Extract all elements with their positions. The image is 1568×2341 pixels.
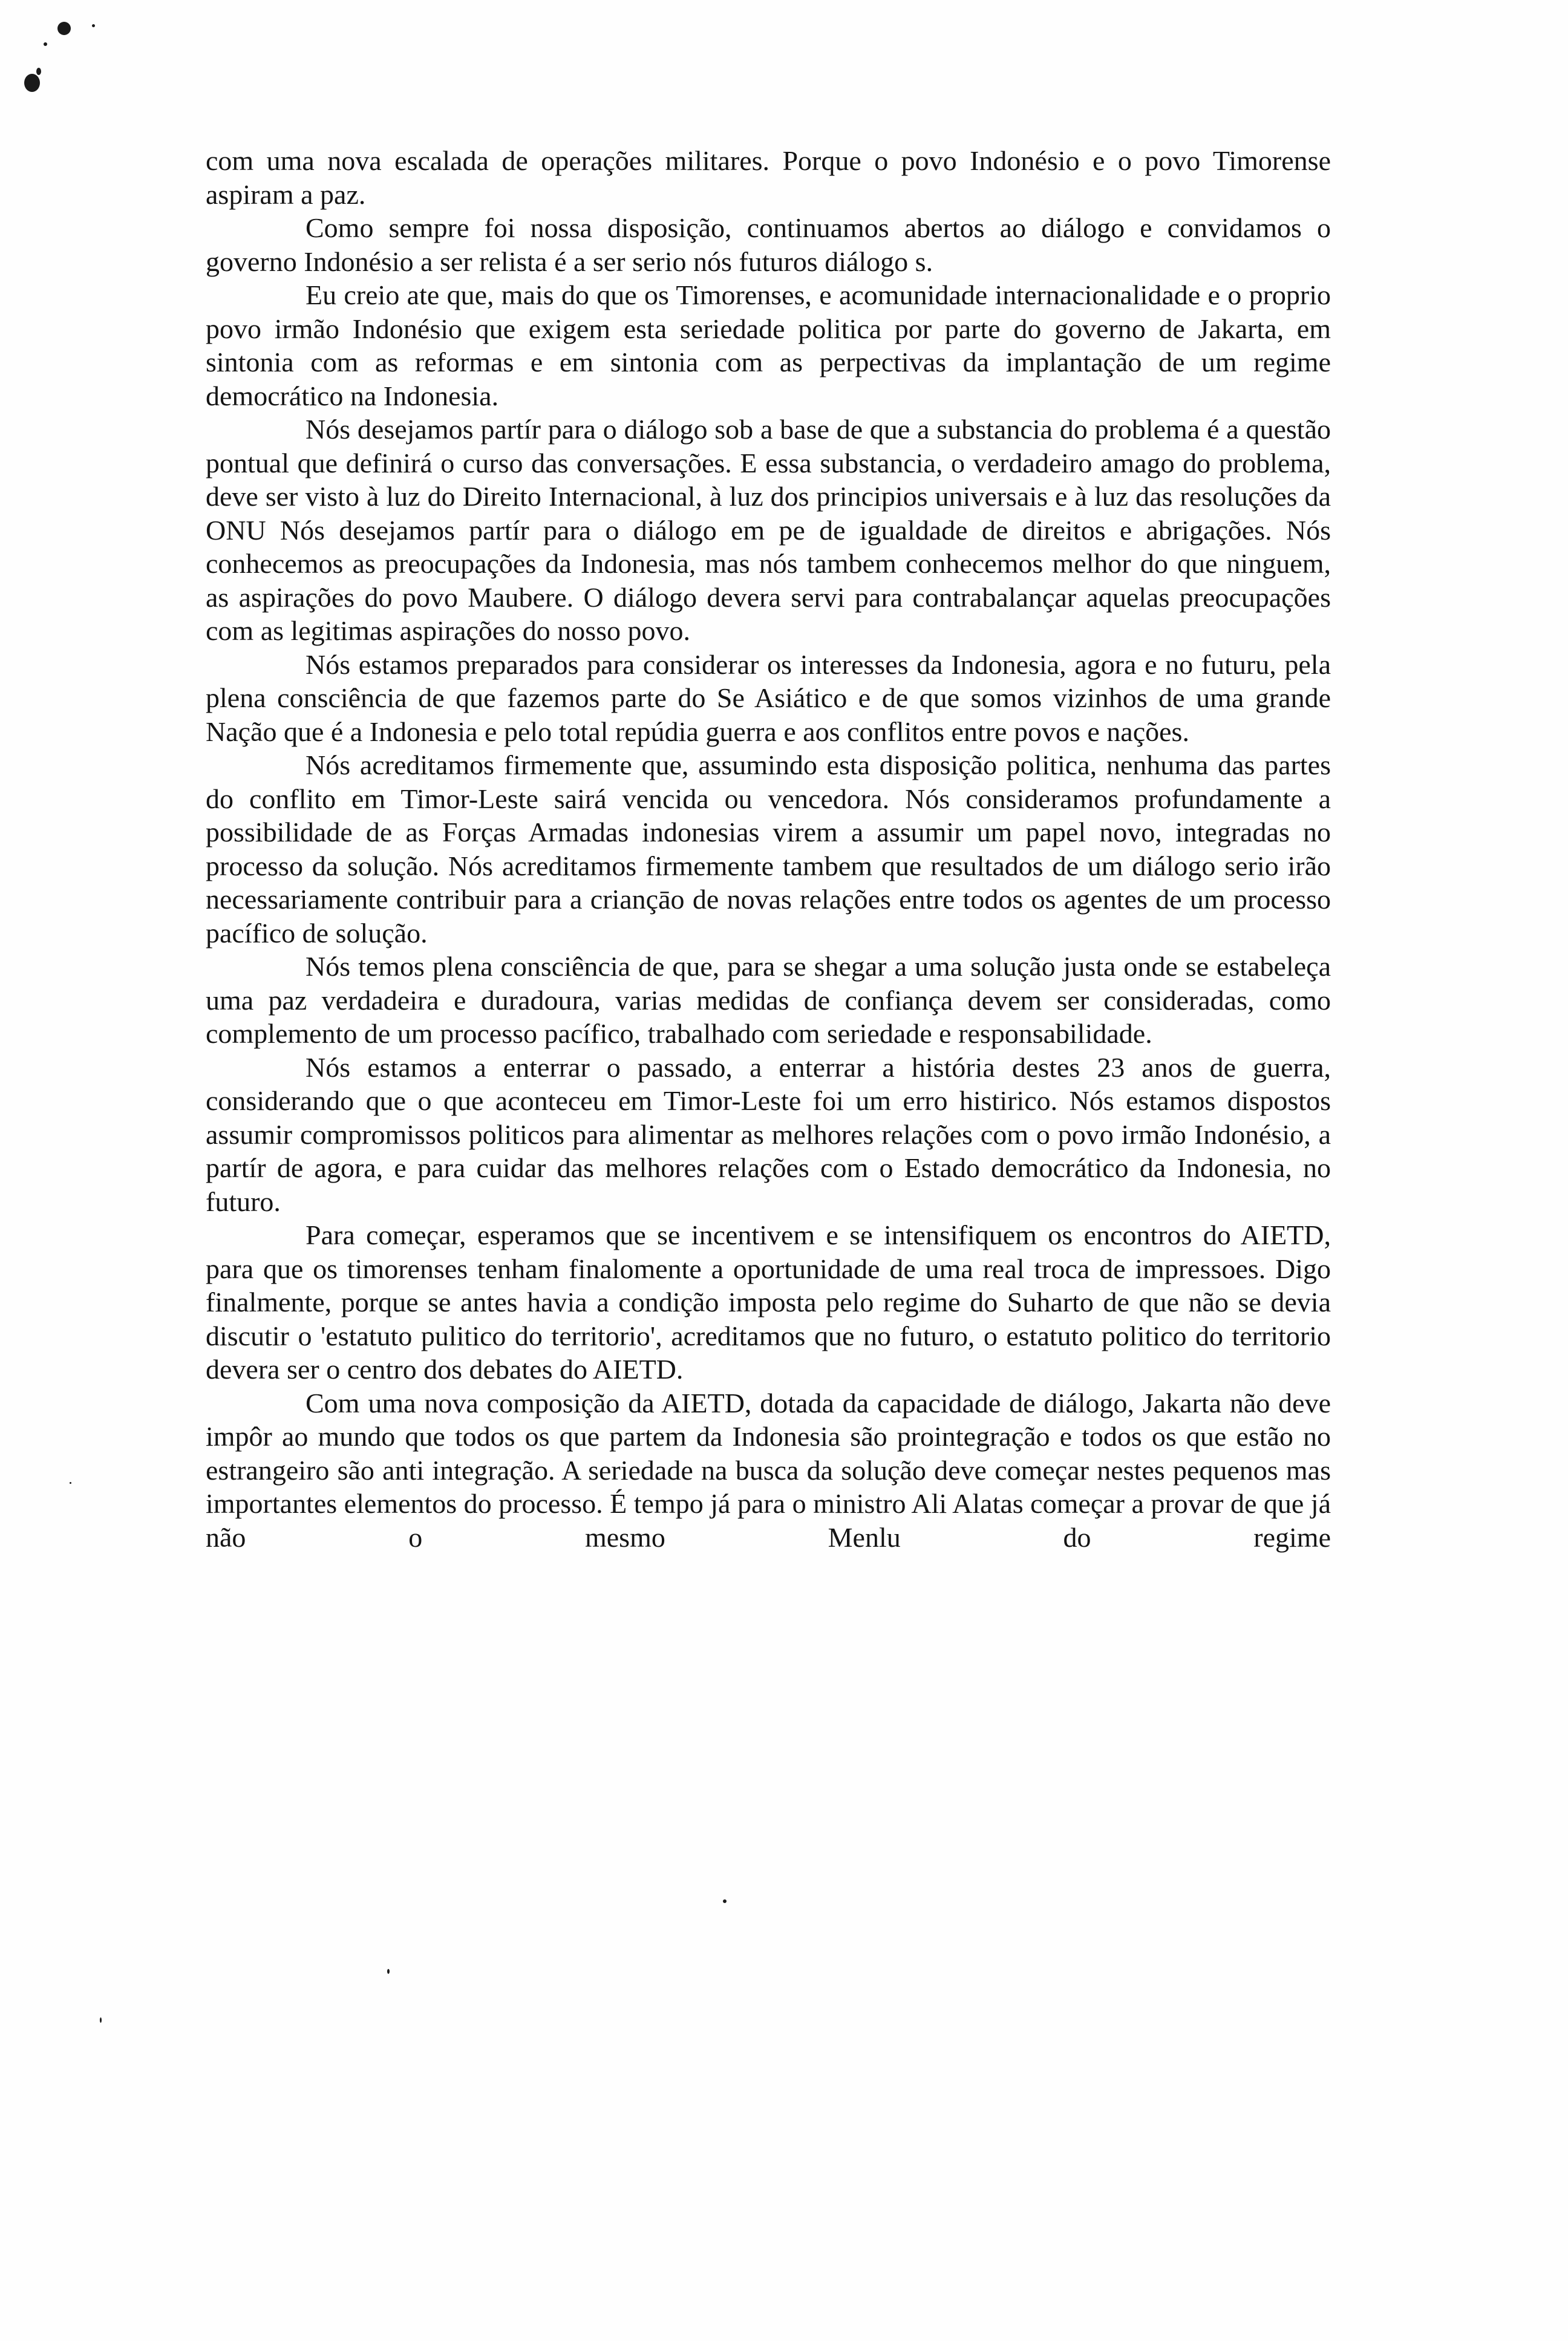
scan-speck <box>36 68 41 75</box>
paragraph: Nós temos plena consciência de que, para se shegar a uma solução justa onde se estabeleça uma paz verdadeira e duradoura, varias medidas de confiança devem ser consideradas, como complemento de um processo pacífico, trabalhado com seriedade e responsabilidade. <box>206 951 1331 1049</box>
paragraph: Com uma nova composição da AIETD, dotada da capacidade de diálogo, Jakarta não deve impôr ao mundo que todos os que partem da Indonesia são prointegração e todos os que estão no estrangeiro são anti integração. A seriedade na busca da solução deve começar nestes pequenos mas importantes elementos do processo. É tempo já para o ministro Ali Alatas começar a provar de que já não o mesmo Menlu do regime <box>206 1387 1331 1553</box>
scan-speck <box>723 1899 727 1903</box>
scan-speck <box>57 22 71 35</box>
scan-speck <box>70 1482 71 1484</box>
document-body <box>206 144 1331 1554</box>
paragraph: Nós estamos preparados para considerar os interesses da Indonesia, agora e no futuru, pela plena consciência de que fazemos parte do Se Asiático e de que somos vizinhos de uma grande Nação que é a Indonesia e pelo total repúdia guerra e aos conflitos entre povos e nações. <box>206 648 1331 747</box>
paragraph: Nós estamos a enterrar o passado, a enterrar a história destes 23 anos de guerra, considerando que o que aconteceu em Timor-Leste foi um erro histirico. Nós estamos dispostos assumir compromissos politicos para alimentar as melhores relações com o povo irmão Indonésio, a partír de agora, e para cuidar das melhores relações com o Estado democrático da Indonesia, no futuro. <box>206 1051 1331 1217</box>
paragraph: Nós acreditamos firmemente que, assumindo esta disposição politica, nenhuma das partes do conflito em Timor-Leste sairá vencida ou vencedora. Nós consideramos profundamente a possibilidade de as Forças Armadas indonesias virem a assumir um papel novo, integradas no processo da solução. Nós acreditamos firmemente tambem que resultados de um diálogo serio irão necessariamente contribuir para a criançāo de novas relações entre todos os agentes de um processo pacífico de solução. <box>206 749 1331 948</box>
paragraph: com uma nova escalada de operações militares. Porque o povo Indonésio e o povo Timorense aspiram a paz. <box>206 145 1331 210</box>
scan-speck <box>100 2017 102 2023</box>
scan-speck <box>387 1969 390 1974</box>
scan-speck <box>24 74 40 92</box>
paragraph: Nós desejamos partír para o diálogo sob a base de que a substancia do problema é a questão pontual que definirá o curso das conversações. E essa substancia, o verdadeiro amago do problema, deve ser visto à luz do Direito Internacional, à luz dos principios universais e à luz das resoluções da ONU Nós desejamos partír para o diálogo em pe de igualdade de direitos e abrigações. Nós conhecemos as preocupações da Indonesia, mas nós tambem conhecemos melhor do que ninguem, as aspirações do povo Maubere. O diálogo devera servi para contrabalançar aquelas preocupações com as legitimas aspirações do nosso povo. <box>206 414 1331 646</box>
paragraph: Eu creio ate que, mais do que os Timorenses, e acomunidade internacionalidade e o proprio povo irmão Indonésio que exigem esta seriedade politica por parte do governo de Jakarta, em sintonia com as reformas e em sintonia com as perpectivas da implantação de um regime democrático na Indonesia. <box>206 279 1331 411</box>
paragraph: Como sempre foi nossa disposição, continuamos abertos ao diálogo e convidamos o governo Indonésio a ser relista é a ser serio nós futuros diálogo s. <box>206 212 1331 277</box>
scan-speck <box>92 24 95 27</box>
paragraph: Para começar, esperamos que se incentivem e se intensifiquem os encontros do AIETD, para que os timorenses tenham finalomente a oportunidade de uma real troca de impressoes. Digo finalmente, porque se antes havia a condição imposta pelo regime do Suharto de que não se devia discutir o 'estatuto pulitico do territorio', acreditamos que no futuro, o estatuto politico do territorio devera ser o centro dos debates do AIETD. <box>206 1219 1331 1385</box>
scan-speck <box>44 42 47 46</box>
